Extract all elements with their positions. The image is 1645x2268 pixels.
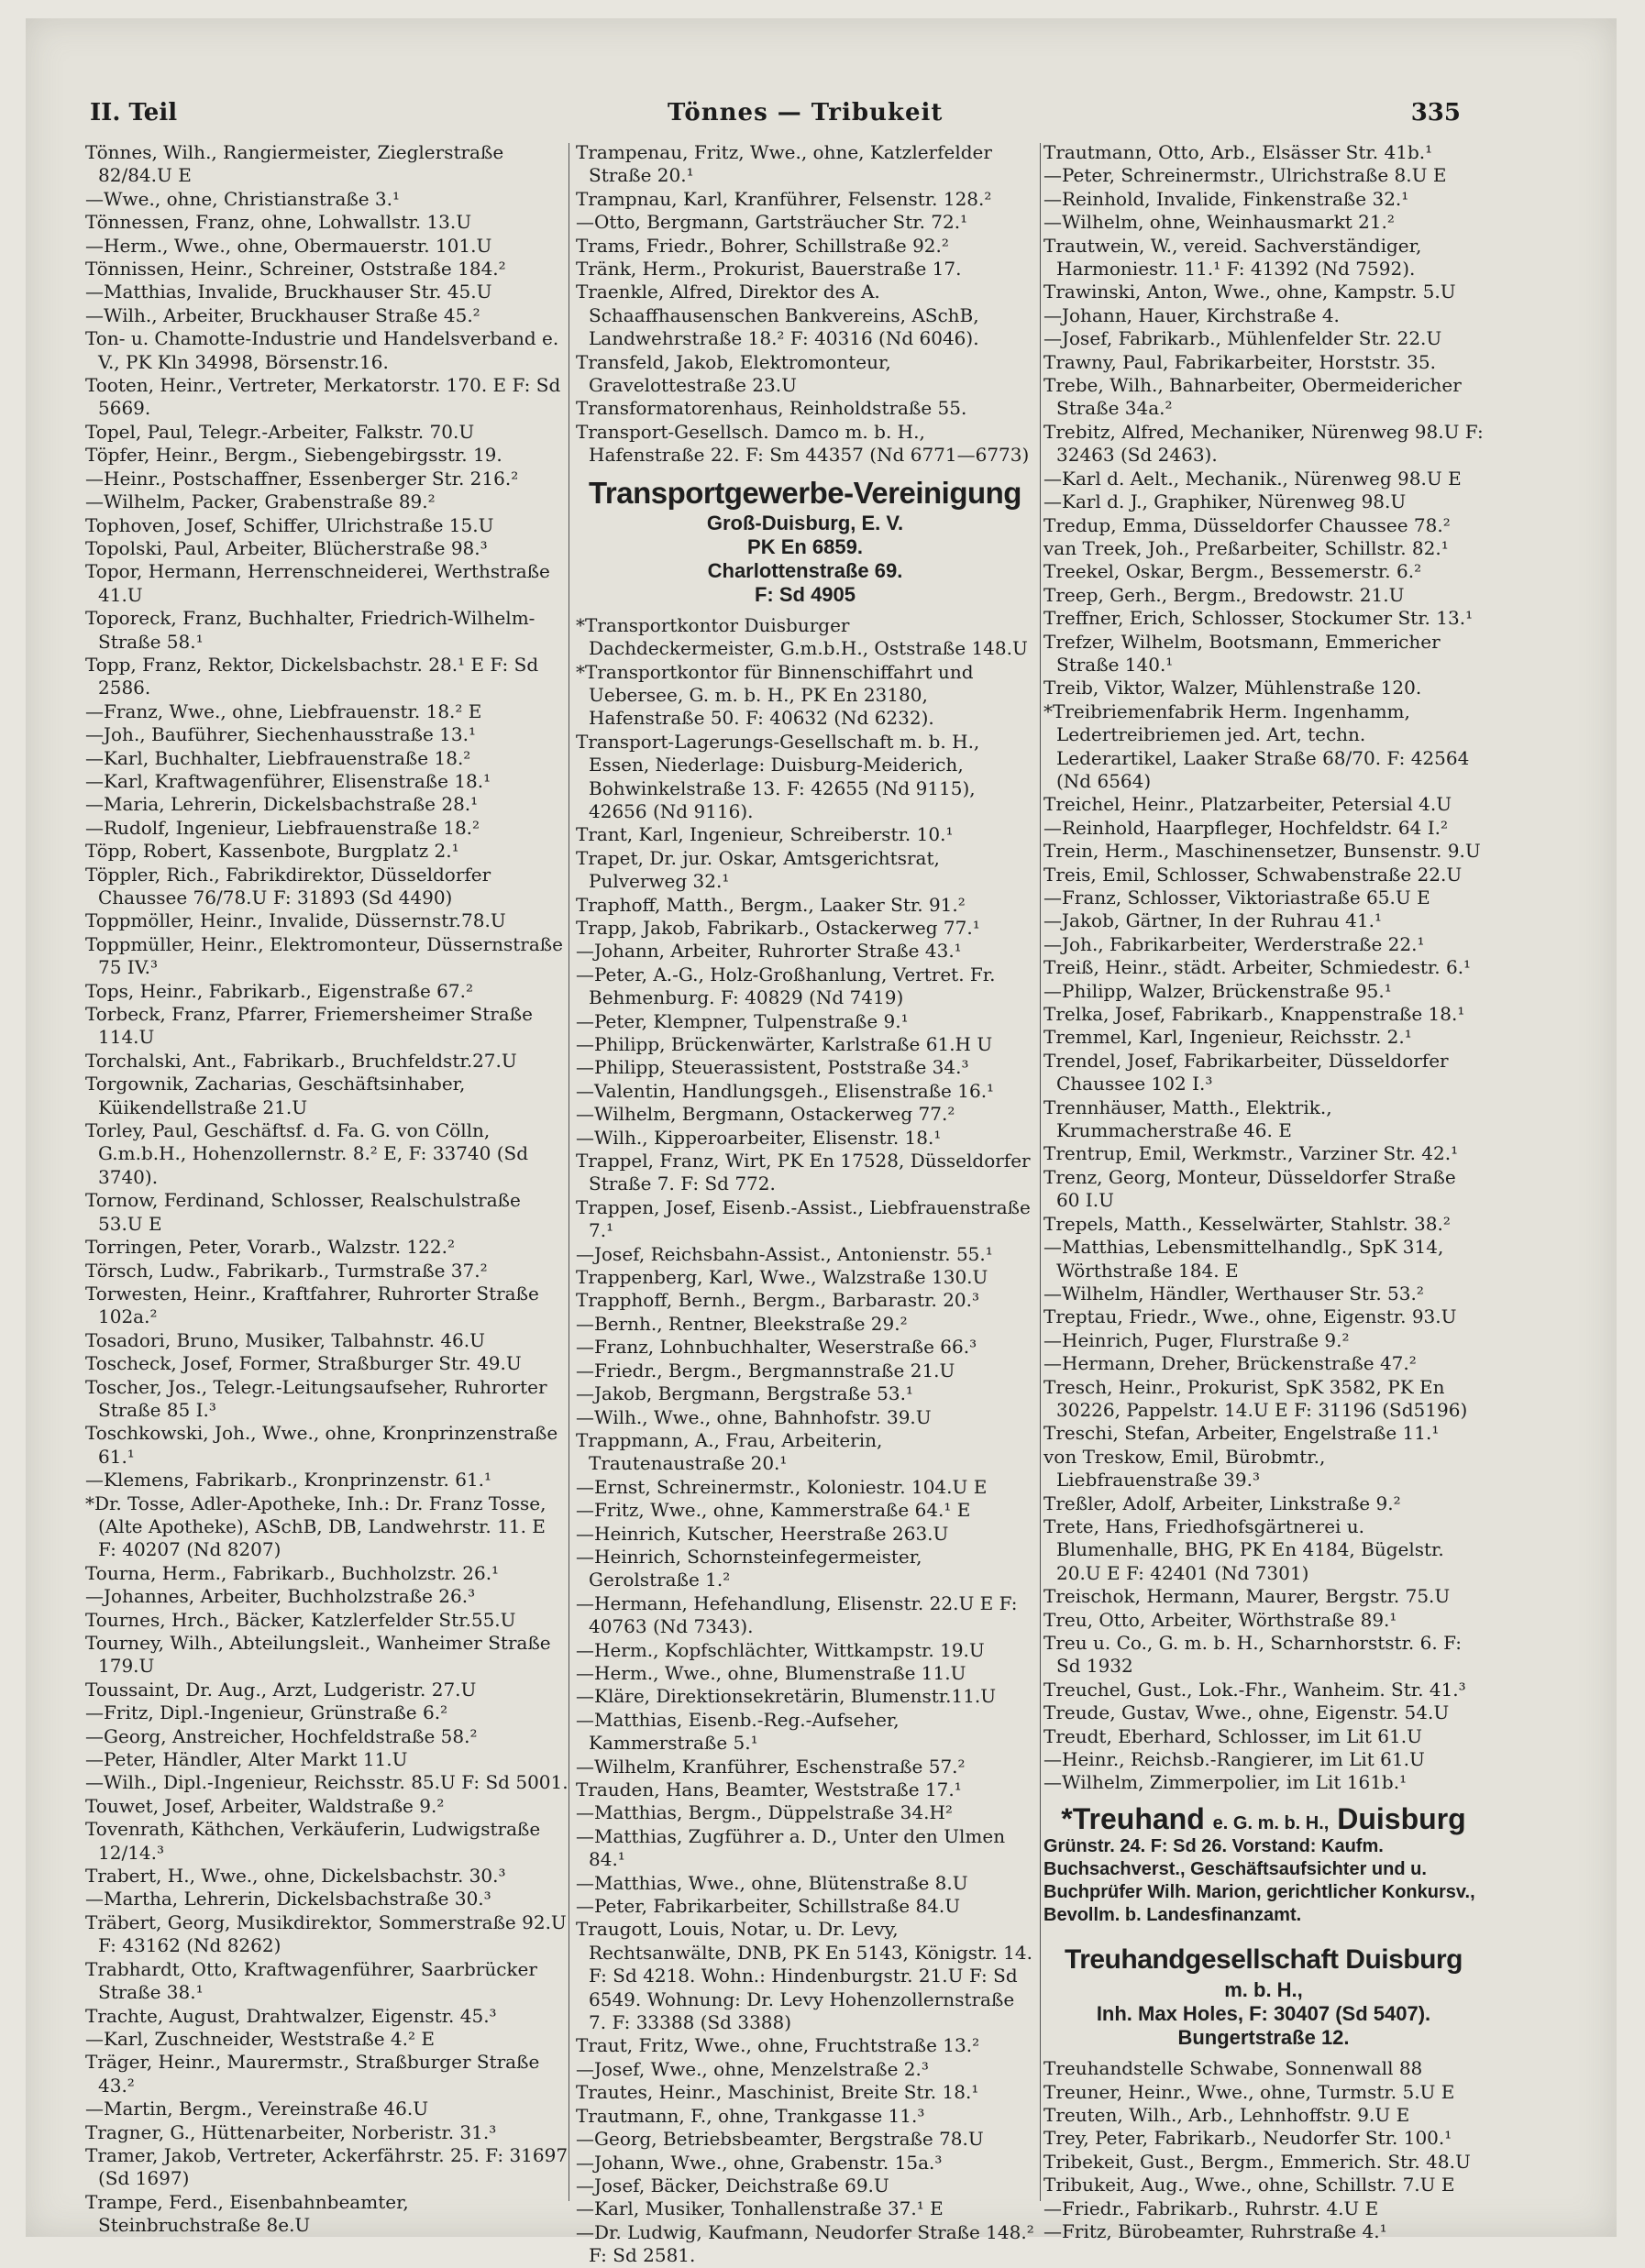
directory-entry: —Hermann, Hefehandlung, Elisenstr. 22.U E F: 40763 (Nd 7343). (576, 1591, 1023, 1638)
directory-entry: Trautmann, Otto, Arb., Elsässer Str. 41b.¹ (1043, 141, 1433, 163)
directory-entry: Tornow, Ferdinand, Schlosser, Realschulstraße 53.U E (85, 1189, 527, 1235)
directory-entry: Trams, Friedr., Bohrer, Schillstraße 92.² (576, 234, 949, 257)
directory-entry: Transport-Lagerungs-Gesellschaft m. b. H., Essen, Niederlage: Duisburg-Meiderich, Bohwinkelstraße 13. F: 42655 (Nd 9115), 42656 (Nd 9116). (576, 730, 986, 822)
directory-entry: Trampe, Ferd., Eisenbahnbeamter, Steinbruchstraße 8e.U (85, 2190, 415, 2237)
directory-entry: —Wilhelm, Bergmann, Ostackerweg 77.² (576, 1103, 955, 1126)
directory-entry: —Franz, Schlosser, Viktoriastraße 65.U E (1043, 886, 1430, 908)
directory-entry: Treis, Emil, Schlosser, Schwabenstraße 22.U (1043, 863, 1463, 886)
directory-entry: —Joh., Fabrikarbeiter, Werderstraße 22.¹ (1043, 932, 1425, 955)
directory-entry: Tremmel, Karl, Ingenieur, Reichsstr. 2.¹ (1043, 1026, 1412, 1049)
directory-entry: van Treek, Joh., Preßarbeiter, Schillstr. 82.¹ (1043, 536, 1449, 559)
directory-entry: —Wilhelm, ohne, Weinhausmarkt 21.² (1043, 211, 1395, 234)
directory-entry: —Wilhelm, Zimmerpolier, im Lit 161b.¹ (1043, 1771, 1408, 1794)
directory-entry: —Reinhold, Haarpfleger, Hochfeldstr. 64 I.² (1043, 816, 1449, 839)
directory-entry: —Josef, Fabrikarb., Mühlenfelder Str. 22.U (1043, 327, 1442, 350)
name-range: Tönnes — Tribukeit (668, 99, 944, 127)
directory-entry: Treptau, Friedr., Wwe., ohne, Eigenstr. 93.U (1043, 1305, 1457, 1328)
directory-entry: Topp, Franz, Rektor, Dickelsbachstr. 28.¹ E F: Sd 2586. (85, 653, 545, 699)
directory-entry: Träbert, Georg, Musikdirektor, Sommerstraße 92.U F: 43162 (Nd 8262) (85, 1910, 573, 1957)
directory-entry: —Herm., Kopfschlächter, Wittkampstr. 19.U (576, 1638, 985, 1661)
directory-entry: —Friedr., Bergm., Bergmannstraße 21.U (576, 1359, 955, 1382)
directory-entry: —Kläre, Direktionsekretärin, Blumenstr.11.U (576, 1685, 997, 1708)
column-3 (1043, 141, 1490, 2244)
directory-entry: Transformatorenhaus, Reinholdstraße 55. (576, 397, 967, 420)
directory-entry: —Herm., Wwe., ohne, Blumenstraße 11.U (576, 1661, 966, 1684)
directory-entry: Treuten, Wilh., Arb., Lehnhoffstr. 9.U E (1043, 2104, 1410, 2127)
ad-line: Charlottenstraße 69. (707, 558, 903, 582)
directory-entry: —Heinrich, Schornsteinfegermeister, Gerolstraße 1.² (576, 1545, 928, 1591)
directory-entry: *Dr. Tosse, Adler-Apotheke, Inh.: Dr. Franz Tosse, (Alte Apotheke), ASchB, DB, Landwehrstr. 11. E F: 40207 (Nd 8207) (85, 1492, 552, 1561)
directory-entry: Ton- u. Chamotte-Industrie und Handelsverband e. V., PK Kln 34998, Börsenstr.16. (85, 327, 565, 373)
directory-entry: —Heinrich, Puger, Flurstraße 9.² (1043, 1328, 1350, 1351)
directory-entry: Tribekeit, Gust., Bergm., Emmerich. Str. 48.U (1043, 2150, 1471, 2173)
directory-entry: —Wwe., ohne, Christianstraße 3.¹ (85, 187, 401, 210)
directory-entry: Treiß, Heinr., städt. Arbeiter, Schmiedestr. 6.¹ (1043, 956, 1472, 979)
directory-entry: —Ernst, Schreinermstr., Koloniestr. 104.U E (576, 1475, 988, 1498)
directory-entry: —Karl, Zuschneider, Weststraße 4.² E (85, 2027, 435, 2050)
directory-entry: Trachte, August, Drahtwalzer, Eigenstr. 45.³ (85, 2004, 497, 2027)
directory-entry: —Rudolf, Ingenieur, Liebfrauenstraße 18.² (85, 816, 480, 839)
directory-entry: Topolski, Paul, Arbeiter, Blücherstraße 98.³ (85, 536, 488, 559)
directory-entry: Trebe, Wilh., Bahnarbeiter, Obermeidericher Straße 34a.² (1043, 374, 1468, 420)
directory-entry: Treischok, Hermann, Maurer, Bergstr. 75.U (1043, 1585, 1451, 1608)
directory-entry: —Reinhold, Invalide, Finkenstraße 32.¹ (1043, 187, 1409, 210)
directory-entry: Trabhardt, Otto, Kraftwagenführer, Saarbrücker Straße 38.¹ (85, 1957, 544, 2004)
directory-entry: Trauden, Hans, Beamter, Weststraße 17.¹ (576, 1778, 962, 1800)
directory-entry: —Matthias, Lebensmittelhandlg., SpK 314, Wörthstraße 184. E (1043, 1236, 1450, 1282)
directory-entry: —Wilhelm, Kranführer, Eschenstraße 57.² (576, 1755, 966, 1778)
directory-entry: —Dr. Ludwig, Kaufmann, Neudorfer Straße 148.² F: Sd 2581. (576, 2220, 1041, 2267)
directory-entry: Töpfer, Heinr., Bergm., Siebengebirgsstr. 19. (85, 444, 502, 467)
ad-line: PK En 6859. (747, 534, 863, 558)
directory-entry: Treu u. Co., G. m. b. H., Scharnhorststr. 6. F: Sd 1932 (1043, 1632, 1468, 1678)
directory-entry: Trapp, Jakob, Fabrikarb., Ostackerweg 77.¹ (576, 916, 980, 939)
directory-entry: Treschi, Stefan, Arbeiter, Engelstraße 11.¹ (1043, 1422, 1440, 1445)
directory-entry: —Karl, Kraftwagenführer, Elisenstraße 18.¹ (85, 769, 491, 792)
directory-entry: —Karl d. J., Graphiker, Nürenweg 98.U (1043, 490, 1407, 513)
directory-entry: Tosadori, Bruno, Musiker, Talbahnstr. 46.U (85, 1328, 485, 1351)
directory-entry: —Georg, Betriebsbeamter, Bergstraße 78.U (576, 2128, 984, 2151)
directory-entry: Treffner, Erich, Schlosser, Stockumer Str. 13.¹ (1043, 607, 1474, 630)
directory-entry: Treuhandstelle Schwabe, Sonnenwall 88 (1043, 2057, 1423, 2080)
directory-entry: Traenkle, Alfred, Direktor des A. Schaaffhausenschen Bankvereins, ASchB, Landwehrstraße 18.² F: 40316 (Nd 6046). (576, 281, 985, 350)
directory-entry: Trabert, H., Wwe., ohne, Dickelsbachstr. 30.³ (85, 1865, 506, 1888)
directory-entry: Topel, Paul, Telegr.-Arbeiter, Falkstr. 70.U (85, 420, 475, 443)
directory-entry: —Wilh., Wwe., ohne, Bahnhofstr. 39.U (576, 1405, 932, 1428)
directory-entry: —Valentin, Handlungsgeh., Elisenstraße 16.¹ (576, 1079, 995, 1102)
ad-line: Bungertstraße 12. (1177, 2026, 1350, 2050)
directory-entry: —Josef, Wwe., ohne, Menzelstraße 2.³ (576, 2057, 929, 2080)
directory-entry: —Johannes, Arbeiter, Buchholzstraße 26.³ (85, 1585, 476, 1608)
directory-entry: Trey, Peter, Fabrikarb., Neudorfer Str. 100.¹ (1043, 2127, 1452, 2150)
directory-entry: Trant, Karl, Ingenieur, Schreiberstr. 10.¹ (576, 823, 954, 846)
directory-entry: —Jakob, Bergmann, Bergstraße 53.¹ (576, 1382, 913, 1405)
ad-title: Transportgewerbe-Vereinigung (589, 475, 1021, 510)
directory-entry: —Heinrich, Kutscher, Heerstraße 263.U (576, 1522, 949, 1545)
ad-line: Groß-Duisburg, E. V. (706, 511, 904, 534)
directory-entry: —Jakob, Gärtner, In der Ruhrau 41.¹ (1043, 909, 1382, 932)
directory-entry: Trennhäuser, Matth., Elektrik., Krummacherstraße 46. E (1043, 1095, 1338, 1142)
directory-entry: —Fritz, Bürobeamter, Ruhrstraße 4.¹ (1043, 2220, 1387, 2243)
directory-entry: —Martha, Lehrerin, Dickelsbachstraße 30.³ (85, 1888, 491, 1910)
directory-entry: Trappenberg, Karl, Wwe., Walzstraße 130.U (576, 1266, 988, 1289)
directory-entry: Topor, Hermann, Herrenschneiderei, Werthstraße 41.U (85, 560, 557, 606)
directory-entry: Torringen, Peter, Vorarb., Walzstr. 122.² (85, 1236, 455, 1259)
directory-entry: Töpp, Robert, Kassenbote, Burgplatz 2.¹ (85, 840, 459, 863)
directory-entry: Treßler, Adolf, Arbeiter, Linkstraße 9.² (1043, 1492, 1401, 1514)
ad-title (1043, 1801, 1484, 1835)
directory-entry: —Herm., Wwe., ohne, Obermauerstr. 101.U (85, 234, 492, 257)
directory-entry: Trebitz, Alfred, Mechaniker, Nürenweg 98.U F: 32463 (Sd 2463). (1043, 420, 1490, 467)
directory-entry: —Peter, Händler, Alter Markt 11.U (85, 1748, 408, 1771)
directory-entry: —Martin, Bergm., Vereinstraße 46.U (85, 2097, 429, 2120)
ad-title-part: Duisburg (1337, 1801, 1466, 1835)
directory-entry: —Matthias, Bergm., Düppelstraße 34.H² (576, 1801, 953, 1824)
directory-entry: Töppler, Rich., Fabrikdirektor, Düsseldorfer Chaussee 76/78.U F: 31893 (Sd 4490) (85, 863, 497, 908)
page-header (90, 99, 1461, 136)
directory-entry: Treudt, Eberhard, Schlosser, im Lit 61.U (1043, 1724, 1422, 1747)
directory-entry: Trappen, Josef, Eisenb.-Assist., Liebfrauenstraße 7.¹ (576, 1195, 1037, 1242)
directory-entry: Trautmann, F., ohne, Trankgasse 11.³ (576, 2104, 925, 2127)
directory-entry: Trampenau, Fritz, Wwe., ohne, Katzlerfelder Straße 20.¹ (576, 141, 999, 187)
directory-entry: —Philipp, Walzer, Brückenstraße 95.¹ (1043, 979, 1392, 1002)
directory-entry: Toscher, Jos., Telegr.-Leitungsaufseher, Ruhrorter Straße 85 I.³ (85, 1375, 553, 1421)
directory-entry: Trapphoff, Bernh., Bergm., Barbarastr. 20.³ (576, 1289, 980, 1312)
directory-entry: —Maria, Lehrerin, Dickelsbachstraße 28.¹ (85, 793, 479, 816)
directory-entry: —Johann, Arbeiter, Ruhrorter Straße 43.¹ (576, 940, 962, 963)
column-2 (576, 141, 1041, 2268)
directory-entry: *Treibriemenfabrik Herm. Ingenhamm, Ledertreibriemen jed. Art, techn. Lederartikel, Laaker Straße 68/70. F: 42564 (Nd 6564) (1043, 699, 1475, 792)
directory-entry: Torley, Paul, Geschäftsf. d. Fa. G. von Cölln, G.m.b.H., Hohenzollernstr. 8.² E, F: 33740 (Sd 3740). (85, 1119, 535, 1188)
directory-entry: —Wilhelm, Packer, Grabenstraße 89.² (85, 490, 436, 513)
directory-entry: Toppmöller, Heinr., Invalide, Düssernstr.78.U (85, 909, 506, 932)
directory-entry: Torgownik, Zacharias, Geschäftsinhaber, Küikendellstraße 21.U (85, 1073, 471, 1118)
directory-entry: Treekel, Oskar, Bergm., Bessemerstr. 6.² (1043, 560, 1422, 583)
directory-entry: —Wilhelm, Händler, Werthauser Str. 53.² (1043, 1282, 1424, 1305)
directory-entry: —Bernh., Rentner, Bleekstraße 29.² (576, 1312, 908, 1335)
directory-entry: Traugott, Louis, Notar, u. Dr. Levy, Rechtsanwälte, DNB, PK En 5143, Königstr. 14. F: Sd 4218. Wohn.: Hindenburgstr. 21.U F: Sd 6549. Wohnung: Dr. Levy Hohenzollernstraße 7. F: 33388 (Sd 3388) (576, 1918, 1039, 2034)
directory-entry: —Matthias, Zugführer a. D., Unter den Ulmen 84.¹ (576, 1824, 1011, 1871)
directory-entry: Trawny, Paul, Fabrikarbeiter, Horststr. 35. (1043, 350, 1436, 373)
directory-entry: —Franz, Lohnbuchhalter, Weserstraße 66.³ (576, 1336, 977, 1359)
directory-entry: Trete, Hans, Friedhofsgärtnerei u. Blumenhalle, BHG, PK En 4184, Bügelstr. 20.U E F: 42401 (Nd 7301) (1043, 1514, 1451, 1584)
directory-entry: *Transportkontor Duisburger Dachdeckermeister, G.m.b.H., Oststraße 148.U (576, 613, 1028, 660)
directory-entry: —Matthias, Eisenb.-Reg.-Aufseher, Kammerstraße 5.¹ (576, 1708, 905, 1755)
ad-treuhandgesellschaft (1043, 1942, 1484, 2050)
directory-entry: Treu, Otto, Arbeiter, Wörthstraße 89.¹ (1043, 1608, 1397, 1631)
directory-entry: Tresch, Heinr., Prokurist, SpK 3582, PK En 30226, Pappelstr. 14.U E F: 31196 (Sd5196) (1043, 1375, 1468, 1421)
directory-entry: —Josef, Bäcker, Deichstraße 69.U (576, 2174, 889, 2196)
directory-entry: —Josef, Reichsbahn-Assist., Antonienstr. 55.¹ (576, 1242, 993, 1265)
directory-entry: Tournes, Hrch., Bäcker, Katzlerfelder Str.55.U (85, 1608, 516, 1631)
directory-entry: Trautes, Heinr., Maschinist, Breite Str. 18.¹ (576, 2081, 979, 2104)
section-label: II. Teil (90, 99, 178, 127)
directory-entry: —Heinr., Postschaffner, Essenberger Str. 216.² (85, 467, 519, 490)
directory-entry: Torchalski, Ant., Fabrikarb., Bruchfeldstr.27.U (85, 1049, 517, 1072)
directory-entry: Treuchel, Gust., Lok.-Fhr., Wanheim. Str. 41.³ (1043, 1678, 1466, 1701)
directory-entry: —Karl, Musiker, Tonhallenstraße 37.¹ E (576, 2197, 944, 2220)
ad-line: m. b. H., (1224, 1978, 1303, 2002)
directory-entry: Toscheck, Josef, Former, Straßburger Str. 49.U (85, 1352, 522, 1375)
directory-entry: —Fritz, Dipl.-Ingenieur, Grünstraße 6.² (85, 1701, 448, 1724)
directory-entry: Trepels, Matth., Kesselwärter, Stahlstr. 38.² (1043, 1212, 1451, 1235)
directory-entry: Trenz, Georg, Monteur, Düsseldorfer Straße 60 I.U (1043, 1165, 1463, 1212)
directory-entry: Tredup, Emma, Düsseldorfer Chaussee 78.² (1043, 513, 1451, 536)
ad-title: Treuhandgesellschaft Duisburg (1065, 1944, 1463, 1976)
page-number: 335 (1410, 99, 1461, 127)
directory-entry: Toporeck, Franz, Buchhalter, Friedrich-Wilhelm-Straße 58.¹ (85, 607, 535, 653)
directory-entry: Trautwein, W., vereid. Sachverständiger, Harmoniestr. 11.¹ F: 41392 (Nd 7592). (1043, 234, 1428, 281)
directory-page (26, 18, 1617, 2267)
directory-entry: —Matthias, Wwe., ohne, Blütenstraße 8.U (576, 1871, 968, 1894)
column-divider (1040, 143, 1041, 2201)
directory-entry: Torbeck, Franz, Pfarrer, Friemersheimer Straße 114.U (85, 1003, 539, 1049)
directory-entry: Tönnissen, Heinr., Schreiner, Oststraße 184.² (85, 258, 506, 281)
directory-entry: —Georg, Anstreicher, Hochfeldstraße 58.² (85, 1724, 478, 1747)
directory-entry: —Franz, Wwe., ohne, Liebfrauenstr. 18.² E (85, 699, 482, 722)
ad-line: F: Sd 4905 (754, 582, 856, 606)
directory-entry: Tophoven, Josef, Schiffer, Ulrichstraße 15.U (85, 513, 494, 536)
ad-title-part: *Treuhand (1061, 1801, 1205, 1835)
ad-title-part: e. G. m. b. H., (1212, 1812, 1330, 1833)
directory-entry: —Peter, Klempner, Tulpenstraße 9.¹ (576, 1009, 909, 1032)
directory-entry: Tränk, Herm., Prokurist, Bauerstraße 17. (576, 258, 962, 281)
directory-entry: Touwet, Josef, Arbeiter, Waldstraße 9.² (85, 1794, 445, 1817)
directory-entry: Tovenrath, Käthchen, Verkäuferin, Ludwigstraße 12/14.³ (85, 1818, 546, 1864)
directory-entry: —Karl, Buchhalter, Liebfrauenstraße 18.² (85, 746, 471, 769)
directory-entry: —Wilh., Kipperoarbeiter, Elisenstr. 18.¹ (576, 1126, 942, 1149)
directory-entry: —Johann, Wwe., ohne, Grabenstr. 15a.³ (576, 2151, 943, 2174)
directory-entry: —Heinr., Reichsb.-Rangierer, im Lit 61.U (1043, 1748, 1425, 1771)
directory-entry: Tops, Heinr., Fabrikarb., Eigenstraße 67.² (85, 979, 473, 1002)
column-1 (85, 141, 574, 2238)
directory-entry: —Klemens, Fabrikarb., Kronprinzenstr. 61.¹ (85, 1469, 492, 1492)
directory-entry: —Joh., Bauführer, Siechenhausstraße 13.¹ (85, 723, 476, 746)
directory-entry: Trendel, Josef, Fabrikarbeiter, Düsseldorfer Chaussee 102 I.³ (1043, 1049, 1454, 1095)
directory-entry: Treep, Gerh., Bergm., Bredowstr. 21.U (1043, 583, 1405, 606)
directory-entry: —Otto, Bergmann, Gartsträucher Str. 72.¹ (576, 211, 968, 234)
directory-entry: Treichel, Heinr., Platzarbeiter, Petersial 4.U (1043, 793, 1452, 816)
directory-entry: Trappmann, A., Frau, Arbeiterin, Trautenaustraße 20.¹ (576, 1428, 889, 1475)
directory-entry: Tönnes, Wilh., Rangiermeister, Zieglerstraße 82/84.U E (85, 141, 510, 187)
directory-entry: Tragner, G., Hüttenarbeiter, Norberistr. 31.³ (85, 2120, 497, 2143)
directory-entry: Traut, Fritz, Wwe., ohne, Fruchtstraße 13.² (576, 2034, 980, 2057)
directory-entry: *Transportkontor für Binnenschiffahrt und Uebersee, G. m. b. H., PK En 23180, Hafenstraße 50. F: 40632 (Nd 6232). (576, 660, 979, 730)
directory-entry: Tramer, Jakob, Vertreter, Ackerfährstr. 25. F: 31697 (Sd 1697) (85, 2143, 574, 2190)
directory-entry: —Peter, Schreinermstr., Ulrichstraße 8.U E (1043, 164, 1447, 187)
directory-entry: —Wilh., Arbeiter, Bruckhauser Straße 45.² (85, 303, 480, 326)
directory-entry: Tourna, Herm., Fabrikarb., Buchholzstr. 26.¹ (85, 1561, 500, 1584)
directory-entry: Trapet, Dr. jur. Oskar, Amtsgerichtsrat, Pulverweg 32.¹ (576, 846, 946, 893)
directory-entry: —Peter, A.-G., Holz-Großhanlung, Vertret. Fr. Behmenburg. F: 40829 (Nd 7419) (576, 963, 1001, 1009)
directory-entry: —Hermann, Dreher, Brückenstraße 47.² (1043, 1352, 1417, 1375)
directory-entry: —Fritz, Wwe., ohne, Kammerstraße 64.¹ E (576, 1499, 971, 1522)
directory-entry: Treuner, Heinr., Wwe., ohne, Turmstr. 5.U E (1043, 2080, 1455, 2103)
directory-entry: Trentrup, Emil, Werkmstr., Varziner Str. 42.¹ (1043, 1142, 1459, 1165)
directory-entry: Traphoff, Matth., Bergm., Laaker Str. 91.² (576, 893, 966, 916)
directory-entry: Toussaint, Dr. Aug., Arzt, Ludgeristr. 27.U (85, 1678, 477, 1701)
directory-entry: —Peter, Fabrikarbeiter, Schillstraße 84.U (576, 1895, 961, 1918)
directory-entry: —Matthias, Invalide, Bruckhauser Str. 45.U (85, 281, 492, 303)
directory-entry: —Philipp, Brückenwärter, Karlstraße 61.H U (576, 1033, 993, 1055)
directory-entry: von Treskow, Emil, Bürobmtr., Liebfrauenstraße 39.³ (1043, 1445, 1331, 1492)
directory-entry: —Friedr., Fabrikarb., Ruhrstr. 4.U E (1043, 2196, 1379, 2219)
directory-entry: Trefzer, Wilhelm, Bootsmann, Emmericher Straße 140.¹ (1043, 630, 1446, 676)
directory-entry: Tourney, Wilh., Abteilungsleit., Wanheimer Straße 179.U (85, 1632, 558, 1678)
directory-entry: —Wilh., Dipl.-Ingenieur, Reichsstr. 85.U F: Sd 5001. (85, 1771, 569, 1794)
directory-entry: Trein, Herm., Maschinensetzer, Bunsenstr. 9.U (1043, 840, 1481, 863)
directory-entry: Tönnessen, Franz, ohne, Lohwallstr. 13.U (85, 211, 472, 234)
directory-entry: —Johann, Hauer, Kirchstraße 4. (1043, 303, 1340, 326)
ad-line: Inh. Max Holes, F: 30407 (Sd 5407). (1096, 2002, 1431, 2026)
directory-entry: Transfeld, Jakob, Elektromonteur, Gravelottestraße 23.U (576, 350, 898, 397)
directory-entry: Tooten, Heinr., Vertreter, Merkatorstr. 170. E F: Sd 5669. (85, 374, 567, 420)
ad-body: Grünstr. 24. F: Sd 26. Vorstand: Kaufm. Buchsachverst., Geschäftsaufsichter und u. Buchprüfer Wilh. Marion, gerichtlicher Konkursv., Bevollm. b. Landesfinanzamt. (1043, 1836, 1475, 1926)
ad-transportgewerbe (576, 475, 1034, 607)
directory-entry: Toschkowski, Joh., Wwe., ohne, Kronprinzenstraße 61.¹ (85, 1422, 564, 1468)
directory-entry: Tribukeit, Aug., Wwe., ohne, Schillstr. 7.U E (1043, 2174, 1455, 2196)
directory-entry: Törsch, Ludw., Fabrikarb., Turmstraße 37.² (85, 1259, 488, 1282)
directory-entry: Toppmüller, Heinr., Elektromonteur, Düssernstraße 75 IV.³ (85, 932, 569, 979)
directory-entry: Transport-Gesellsch. Damco m. b. H., Hafenstraße 22. F: Sm 44357 (Nd 6771—6773) (576, 420, 1030, 467)
directory-entry: Trappel, Franz, Wirt, PK En 17528, Düsseldorfer Straße 7. F: Sd 772. (576, 1150, 1036, 1195)
directory-entry: Träger, Heinr., Maurermstr., Straßburger Straße 43.² (85, 2051, 546, 2097)
directory-entry: —Karl d. Aelt., Mechanik., Nürenweg 98.U E (1043, 467, 1462, 490)
ad-treuhand (1043, 1801, 1484, 1927)
directory-entry: Trelka, Josef, Fabrikarb., Knappenstraße 18.¹ (1043, 1003, 1465, 1026)
directory-entry: Treib, Viktor, Walzer, Mühlenstraße 120. (1043, 677, 1422, 699)
directory-entry: Treude, Gustav, Wwe., ohne, Eigenstr. 54.U (1043, 1701, 1450, 1724)
directory-entry: Trawinski, Anton, Wwe., ohne, Kampstr. 5.U (1043, 281, 1456, 303)
directory-entry: Trampnau, Karl, Kranführer, Felsenstr. 128.² (576, 187, 992, 210)
directory-entry: Torwesten, Heinr., Kraftfahrer, Ruhrorter Straße 102a.² (85, 1282, 546, 1328)
directory-entry: —Philipp, Steuerassistent, Poststraße 34.³ (576, 1056, 969, 1079)
